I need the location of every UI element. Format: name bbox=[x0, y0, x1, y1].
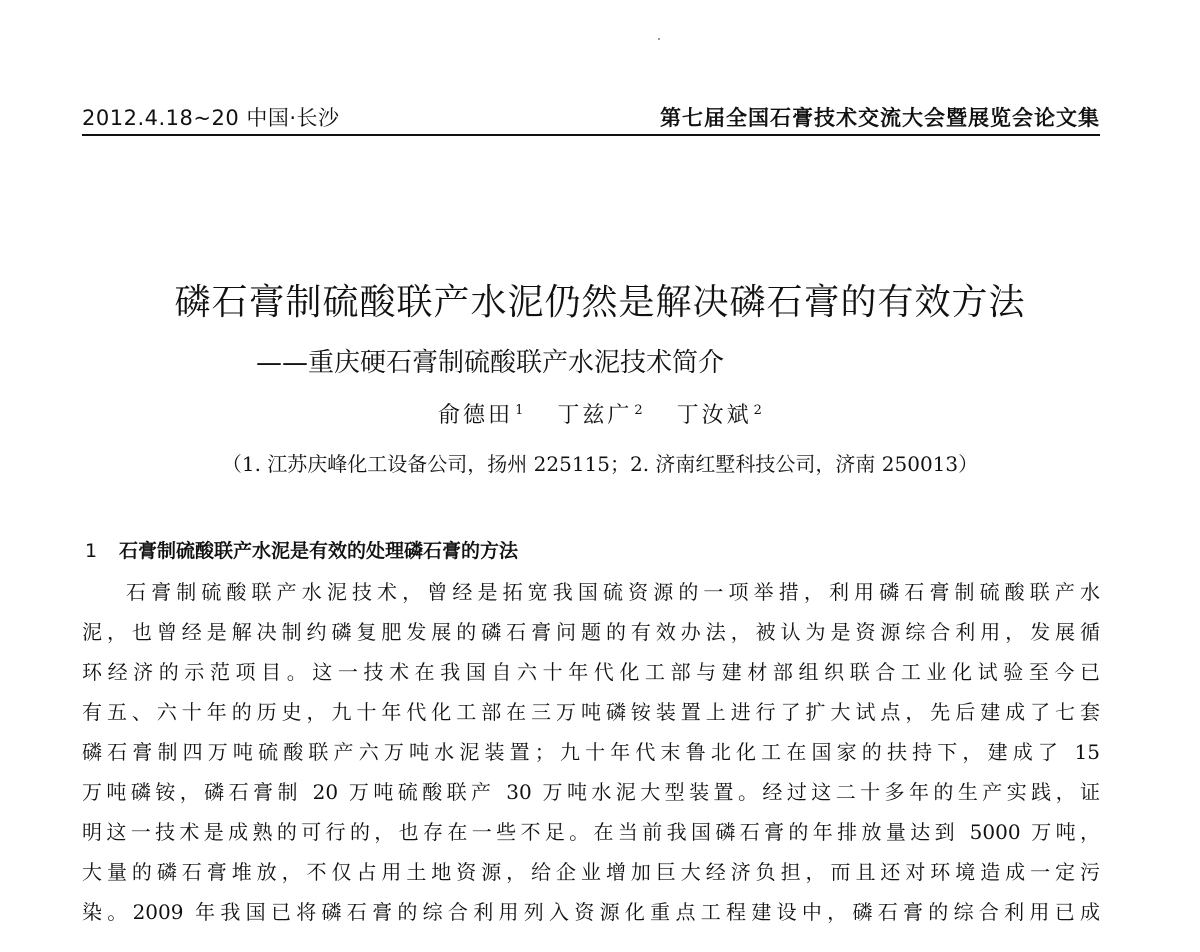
header-proceedings-title: 第七届全国石膏技术交流大会暨展览会论文集 bbox=[660, 106, 1100, 130]
author-affiliation-mark: 2 bbox=[753, 402, 762, 418]
running-header bbox=[82, 98, 1100, 136]
paragraph-line: 大量的磷石膏堆放，不仅占用土地资源，给企业增加巨大经济负担，而且还对环境造成一定污 bbox=[82, 860, 1100, 884]
author-name: 俞德田 bbox=[438, 403, 514, 428]
section-number: 1 bbox=[85, 540, 98, 562]
body-paragraph bbox=[82, 572, 1100, 932]
paragraph-line: 万吨磷铵，磷石膏制 20 万吨硫酸联产 30 万吨水泥大型装置。经过这二十多年的生产实践，证 bbox=[82, 780, 1100, 804]
author bbox=[557, 403, 642, 428]
paper-subtitle: ——重庆硬石膏制硫酸联产水泥技术简介 bbox=[256, 348, 725, 378]
author-name: 丁汝斌 bbox=[676, 403, 752, 428]
author-affiliations: （1. 江苏庆峰化工设备公司，扬州 225115；2. 济南红墅科技公司，济南 250013） bbox=[221, 452, 979, 476]
paragraph-line: 泥，也曾经是解决制约磷复肥发展的磷石膏问题的有效办法，被认为是资源综合利用，发展循 bbox=[82, 620, 1100, 644]
paragraph-line: 明这一技术是成熟的可行的，也存在一些不足。在当前我国磷石膏的年排放量达到 5000 万吨， bbox=[82, 820, 1100, 844]
scan-speck bbox=[658, 38, 660, 40]
author-name: 丁兹广 bbox=[557, 403, 633, 428]
author bbox=[438, 403, 523, 428]
paragraph-line: 石膏制硫酸联产水泥技术，曾经是拓宽我国硫资源的一项举措，利用磷石膏制硫酸联产水 bbox=[126, 580, 1100, 604]
paragraph-line: 有五、六十年的历史，九十年代化工部在三万吨磷铵装置上进行了扩大试点，先后建成了七套 bbox=[82, 700, 1100, 724]
header-date-location: 2012.4.18~20 中国·长沙 bbox=[82, 106, 340, 130]
section-title: 石膏制硫酸联产水泥是有效的处理磷石膏的方法 bbox=[119, 540, 519, 562]
section-heading bbox=[85, 536, 518, 563]
author-affiliation-mark: 2 bbox=[634, 402, 643, 418]
author-list bbox=[0, 398, 1200, 429]
paper-title: 磷石膏制硫酸联产水泥仍然是解决磷石膏的有效方法 bbox=[174, 282, 1026, 323]
paragraph-line: 染。2009 年我国已将磷石膏的综合利用列入资源化重点工程建设中，磷石膏的综合利用已成 bbox=[82, 900, 1100, 924]
paragraph-line: 环经济的示范项目。这一技术在我国自六十年代化工部与建材部组织联合工业化试验至今已 bbox=[82, 660, 1100, 684]
author-affiliation-mark: 1 bbox=[515, 402, 524, 418]
author bbox=[677, 403, 762, 428]
paragraph-line: 磷石膏制四万吨硫酸联产六万吨水泥装置；九十年代末鲁北化工在国家的扶持下，建成了 15 bbox=[82, 740, 1100, 764]
